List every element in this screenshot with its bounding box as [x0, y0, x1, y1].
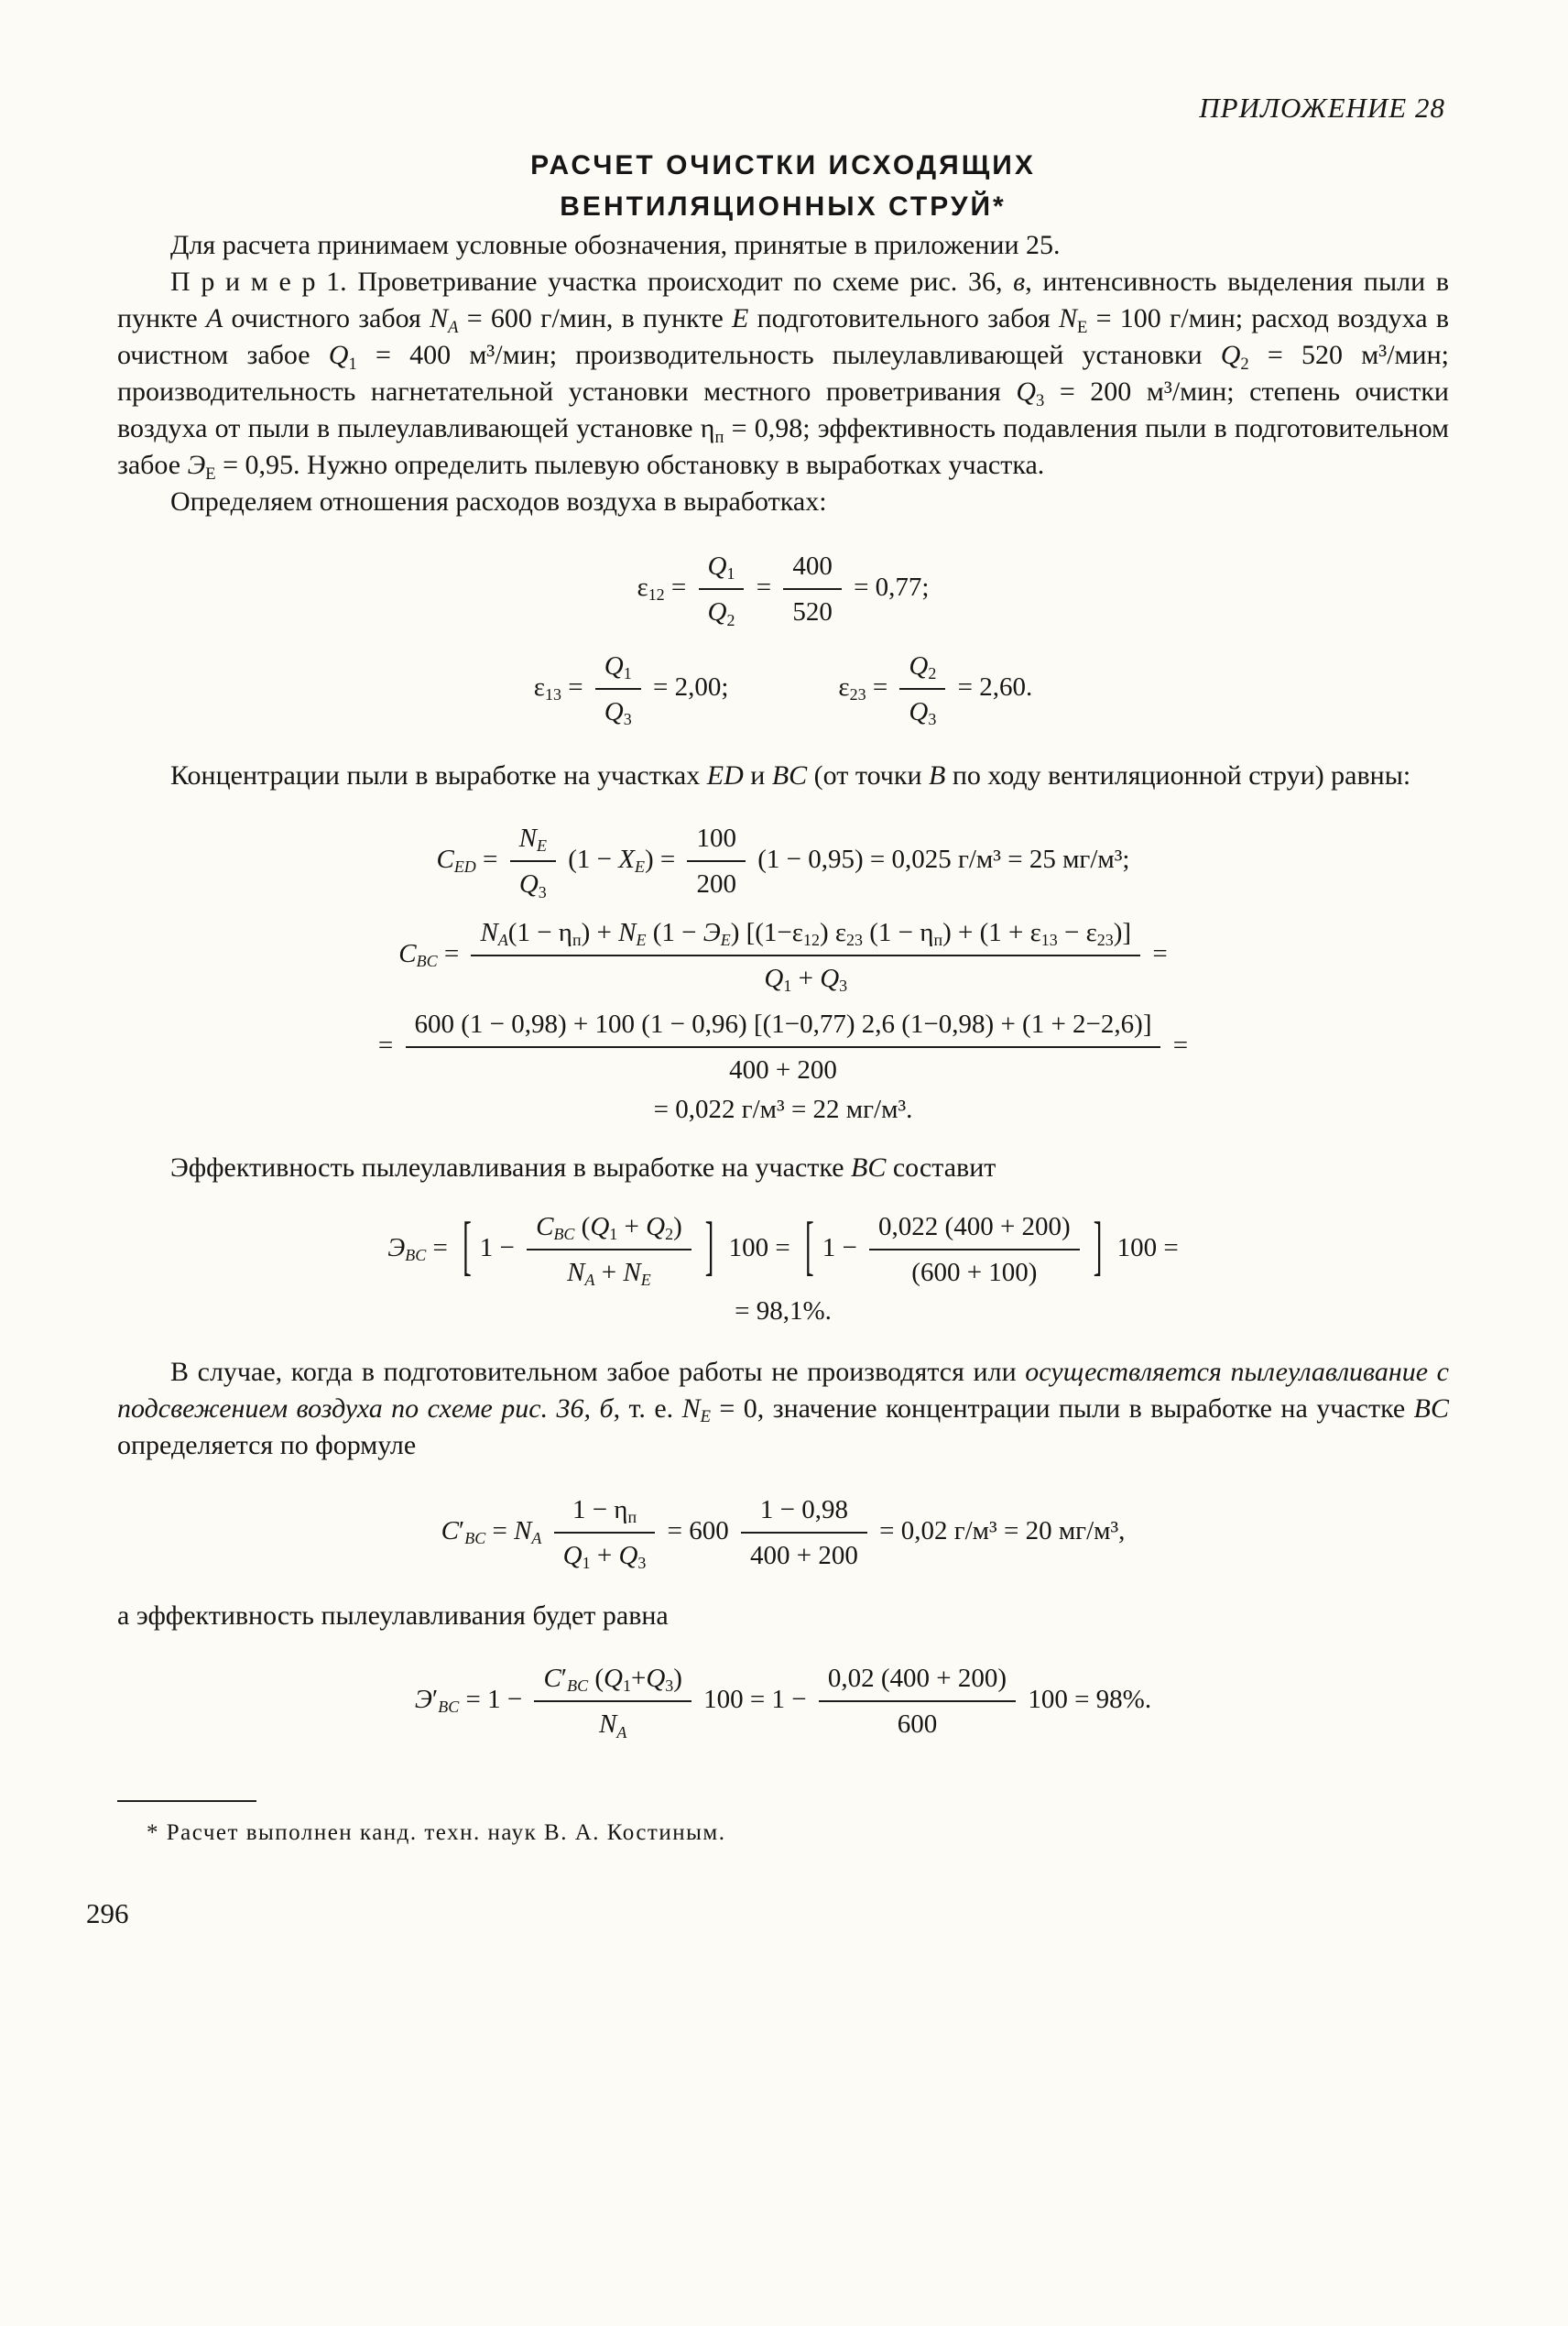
paragraph-efficiency: Эффективность пылеулавливания в выработке на участке BC составит: [170, 1152, 996, 1183]
paragraph-case-2: В случае, когда в подготовительном забое работы не производятся или осуществляется пылеулавливание с подсвежением воздуха по схеме рис. 36, б, т. е. $N_E = 0$, значение концентрации пыли в выработке на участке BC определяется по формуле: [117, 1356, 1449, 1460]
paragraph-concentrations: Концентрации пыли в выработке на участках ED и BC (от точки B по ходу вентиляционной струи) равны:: [170, 760, 1411, 791]
document-title: [117, 145, 1449, 227]
paragraph-example: П р и м е р 1. Проветривание участка происходит по схеме рис. 36, в, интенсивность выделения пыли в пункте А очистного забоя $N_A = 600$ г/мин, в пункте Е подготовительного забоя $N_Е = 100$ г/мин; расход воздуха в очистном забое $Q_1 = 400$ м³/мин; производительность пылеулавливающей установки $Q_2 = 520$ м³/мин; производительность нагнетательной установки местного проветривания $Q_3 = 200$ м³/мин; степень очистки воздуха от пыли в пылеулавливающей установке $\eta_п = 0,98$; эффективность подавления пыли в подготовительном забое $Э_Е = 0,95$. Нужно определить пылевую обстановку в выработках участка.: [117, 267, 1450, 484]
title-line-2: ВЕНТИЛЯЦИОННЫХ СТРУЙ*: [560, 191, 1007, 222]
formula-epsilon-12: $\varepsilon_{12}$ = $\frac{Q_1}{Q_2}$ = $\frac{400}{520}$ = 0,77;: [117, 548, 1449, 631]
paragraph-efficiency-2: а эффективность пылеулавливания будет равна: [117, 1600, 669, 1631]
formula-e-bc-result: = 98,1%.: [735, 1296, 832, 1327]
formula-c-bc-numeric: = 600 (1 − 0,98) + 100 (1 − 0,96) [(1−0,77) 2,6 (1−0,98) + (1 + 2−2,6)] 400 + 200 =: [117, 1006, 1449, 1089]
footnote-divider: [117, 1800, 256, 1802]
formula-e-bc-prime: $Э'_{BC} = 1$ − $\frac{C'_{BC} (Q_1+Q_3)}{N_A}$ 100 = 1 − $\frac{0,02 (400 + 200)}{600}$ 100 = 98%.: [117, 1660, 1449, 1743]
appendix-label: ПРИЛОЖЕНИЕ 28: [1199, 92, 1445, 124]
formula-c-ed: $C_{ED}$ = $\frac{N_E}{Q_3}$ $(1 - X_E)$ = $\frac{100}{200}$ (1 − 0,95) = 0,025 г/м³ = 25 мг/м³;: [117, 820, 1449, 903]
formula-epsilon-13-23: $\varepsilon_{13}$ = $\frac{Q_1}{Q_3}$ = 2,00; $\varepsilon_{23}$ = $\frac{Q_2}{Q_3}$ = 2,60.: [117, 648, 1449, 731]
formula-c-bc-prime: $C'_{BC} = N_A$ $\frac{1 - \eta_п}{Q_1 + Q_3}$ = 600 $\frac{1 - 0,98}{400 + 200}$ = 0,02 г/м³ = 20 мг/м³,: [117, 1491, 1449, 1575]
paragraph-ratios-intro: Определяем отношения расходов воздуха в выработках:: [170, 486, 827, 517]
formula-c-bc-symbolic: $C_{BC}$ = $N_A(1 - \eta_п) + N_E$ $(1 - Э_E)$ [$(1-\varepsilon_{12})$ $\varepsilon_{23}$ $(1 - \eta_п) + (1 + \varepsilon_{13} - \varepsilon_{23})$] $Q_1 + Q_3$ =: [117, 914, 1449, 998]
page-number: 296: [86, 1896, 129, 1929]
formula-e-bc: $Э_{BC}$ = [ 1 − $\frac{C_{BC} (Q_1 + Q_2)}{N_A + N_E}$ ] 100 = [ 1 − $\frac{0,022 (400 + 200)}{(600 + 100)}$ ] 100 =: [117, 1208, 1449, 1292]
formula-c-bc-result: = 0,022 г/м³ = 22 мг/м³.: [653, 1094, 913, 1124]
title-line-1: РАСЧЕТ ОЧИСТКИ ИСХОДЯЩИХ: [530, 150, 1036, 180]
footnote-text: * Расчет выполнен канд. техн. наук В. А. Костиным.: [147, 1819, 726, 1845]
paragraph-intro: Для расчета принимаем условные обозначения, принятые в приложении 25.: [170, 230, 1061, 260]
